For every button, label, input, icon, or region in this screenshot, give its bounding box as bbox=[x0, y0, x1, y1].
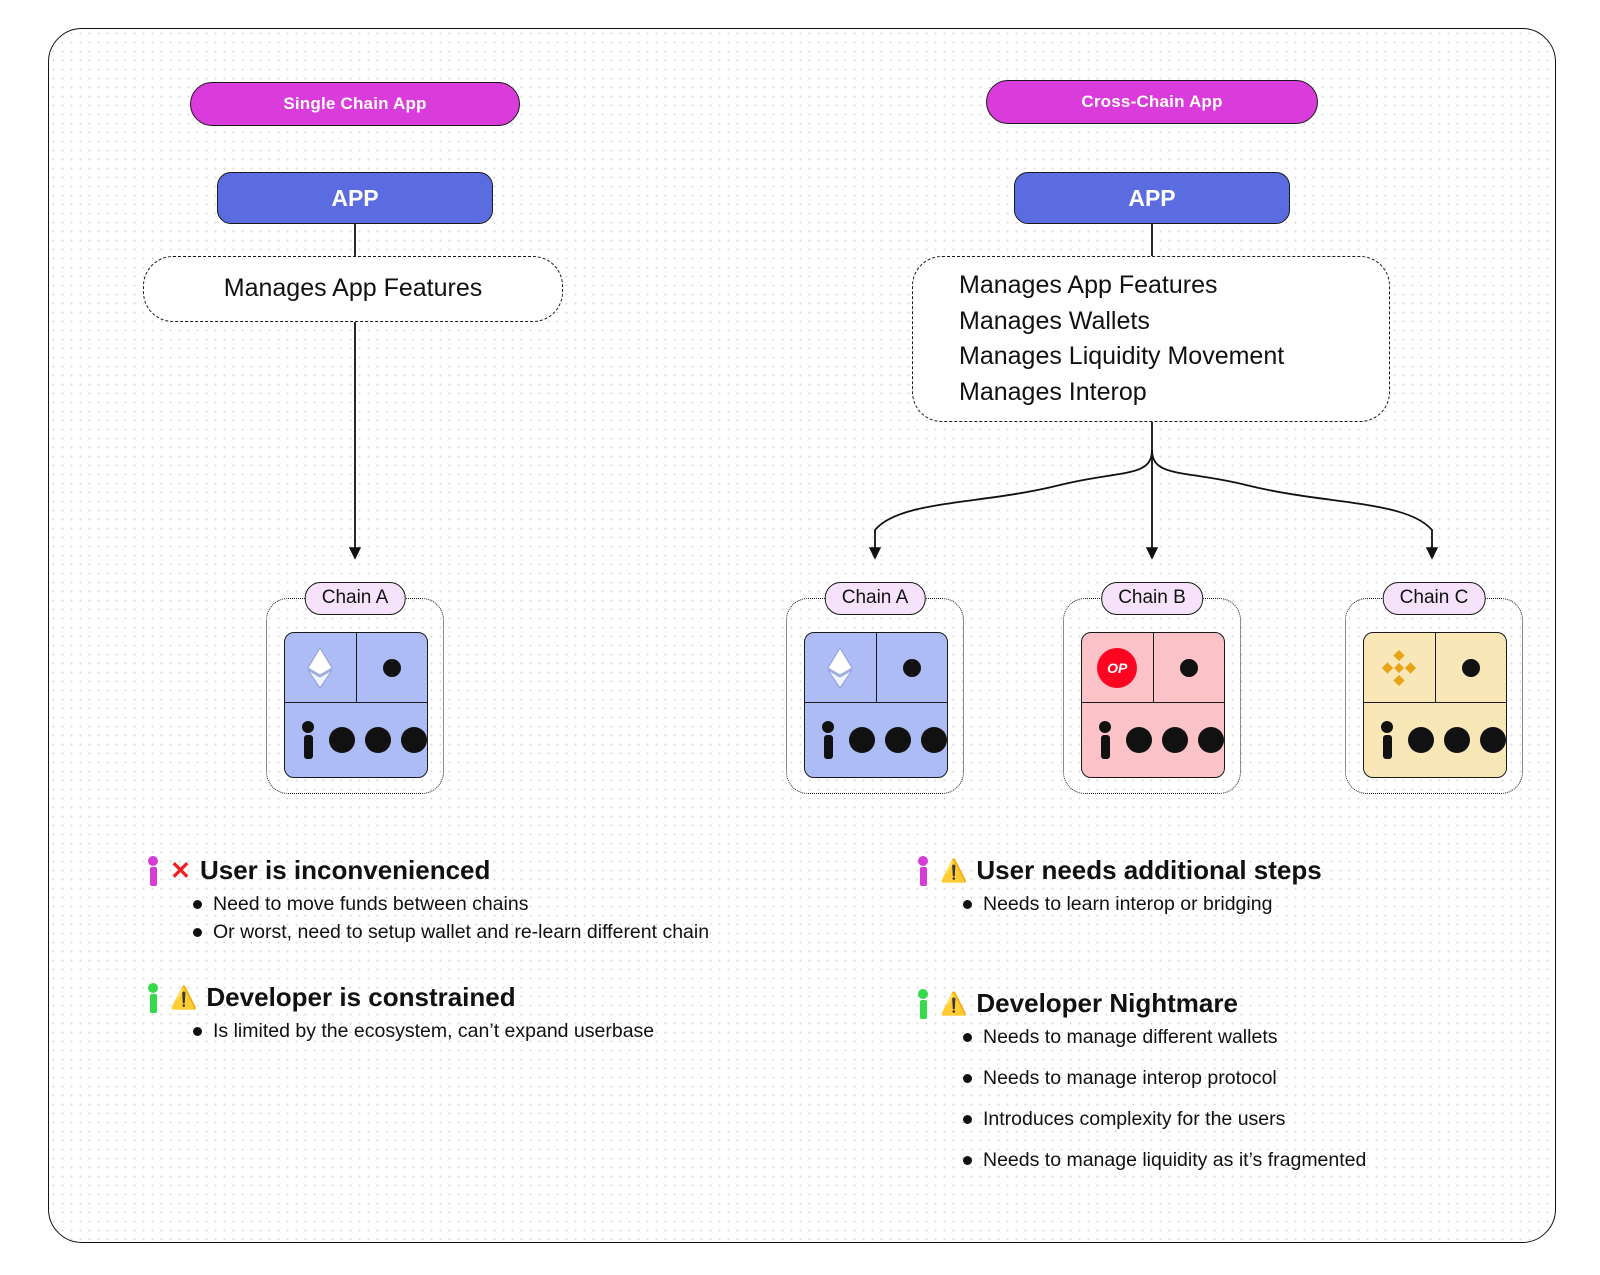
warning-icon: ⚠️ bbox=[940, 857, 968, 883]
person-magenta-icon bbox=[915, 856, 931, 886]
right-responsibility-2: Manages Liquidity Movement bbox=[959, 342, 1285, 370]
user-dot bbox=[365, 727, 391, 753]
cross-red-icon: ✕ bbox=[170, 856, 191, 885]
chain-card bbox=[284, 632, 428, 778]
left-note-developer-bullets bbox=[145, 1019, 785, 1044]
right-note-developer bbox=[915, 988, 1575, 1189]
bullet: Needs to manage liquidity as it’s fragmented bbox=[963, 1148, 1575, 1173]
left-note-user-bullets bbox=[145, 892, 785, 945]
bullet: Introduces complexity for the users bbox=[963, 1107, 1575, 1132]
chain-card bbox=[804, 632, 948, 778]
user-dot bbox=[1126, 727, 1152, 753]
chain-card-top bbox=[285, 633, 427, 703]
user-dot bbox=[401, 727, 427, 753]
asset-dot bbox=[357, 633, 428, 702]
chain-label: Chain A bbox=[825, 582, 926, 615]
user-dot bbox=[1444, 727, 1470, 753]
person-magenta-icon bbox=[145, 856, 161, 886]
warning-icon: ⚠️ bbox=[940, 990, 968, 1016]
chain-group-c bbox=[1345, 587, 1523, 794]
right-responsibilities-box bbox=[912, 256, 1390, 422]
left-note-user-heading bbox=[145, 855, 785, 886]
right-responsibility-0: Manages App Features bbox=[959, 271, 1218, 299]
chain-label: Chain A bbox=[305, 582, 406, 615]
chain-card-top bbox=[1364, 633, 1506, 703]
user-dot bbox=[1408, 727, 1434, 753]
user-dot bbox=[329, 727, 355, 753]
chain-label: Chain C bbox=[1383, 582, 1486, 615]
chain-card-users bbox=[1364, 703, 1506, 777]
warning-icon: ⚠️ bbox=[170, 984, 198, 1010]
left-note-developer-heading bbox=[145, 982, 785, 1013]
user-dot bbox=[1198, 727, 1224, 753]
single-chain-app-title: Single Chain App bbox=[190, 82, 520, 126]
binance-icon bbox=[1364, 633, 1436, 702]
bullet: Need to move funds between chains bbox=[193, 892, 785, 917]
user-dot bbox=[885, 727, 911, 753]
bullet: Is limited by the ecosystem, can’t expand userbase bbox=[193, 1019, 785, 1044]
user-dot bbox=[1162, 727, 1188, 753]
right-note-developer-bullets bbox=[915, 1025, 1575, 1173]
chain-card-users bbox=[285, 703, 427, 777]
chain-card-users bbox=[1082, 703, 1224, 777]
optimism-icon: OP bbox=[1082, 633, 1154, 702]
user-dot bbox=[849, 727, 875, 753]
right-app-node: APP bbox=[1014, 172, 1290, 224]
asset-dot bbox=[1436, 633, 1507, 702]
bullet: Or worst, need to setup wallet and re-learn different chain bbox=[193, 920, 785, 945]
cross-chain-app-title: Cross-Chain App bbox=[986, 80, 1318, 124]
ethereum-icon bbox=[285, 633, 357, 702]
chain-group-b bbox=[1063, 587, 1241, 794]
right-responsibility-1: Manages Wallets bbox=[959, 306, 1150, 335]
chain-card bbox=[1081, 632, 1225, 778]
person-icon bbox=[297, 721, 319, 759]
left-responsibility-0: Manages App Features bbox=[223, 274, 483, 303]
person-icon bbox=[1094, 721, 1116, 759]
left-note-user bbox=[145, 855, 785, 948]
asset-dot bbox=[877, 633, 948, 702]
left-app-node: APP bbox=[217, 172, 493, 224]
chain-card-users bbox=[805, 703, 947, 777]
left-note-developer bbox=[145, 982, 785, 1047]
chain-group-a-left bbox=[266, 587, 444, 794]
right-note-developer-heading bbox=[915, 988, 1575, 1019]
right-note-user bbox=[915, 855, 1575, 920]
user-dot bbox=[921, 727, 947, 753]
bullet: Needs to manage interop protocol bbox=[963, 1066, 1575, 1091]
left-responsibilities-box bbox=[143, 256, 563, 322]
asset-dot bbox=[1154, 633, 1225, 702]
bullet: Needs to learn interop or bridging bbox=[963, 892, 1575, 917]
chain-card-top bbox=[1082, 633, 1224, 703]
right-note-user-heading bbox=[915, 855, 1575, 886]
person-icon bbox=[817, 721, 839, 759]
heading-text: User is inconvenienced bbox=[199, 855, 491, 885]
chain-card bbox=[1363, 632, 1507, 778]
user-dot bbox=[1480, 727, 1506, 753]
person-green-icon bbox=[145, 983, 161, 1013]
heading-text: Developer is constrained bbox=[206, 982, 516, 1012]
ethereum-icon bbox=[805, 633, 877, 702]
person-green-icon bbox=[915, 989, 931, 1019]
right-note-user-bullets bbox=[915, 892, 1575, 917]
heading-text: Developer Nightmare bbox=[976, 988, 1238, 1018]
right-responsibility-3: Manages Interop bbox=[959, 377, 1147, 406]
chain-card-top bbox=[805, 633, 947, 703]
person-icon bbox=[1376, 721, 1398, 759]
heading-text: User needs additional steps bbox=[976, 855, 1322, 885]
chain-label: Chain B bbox=[1101, 582, 1203, 615]
chain-group-a-right bbox=[786, 587, 964, 794]
bullet: Needs to manage different wallets bbox=[963, 1025, 1575, 1050]
